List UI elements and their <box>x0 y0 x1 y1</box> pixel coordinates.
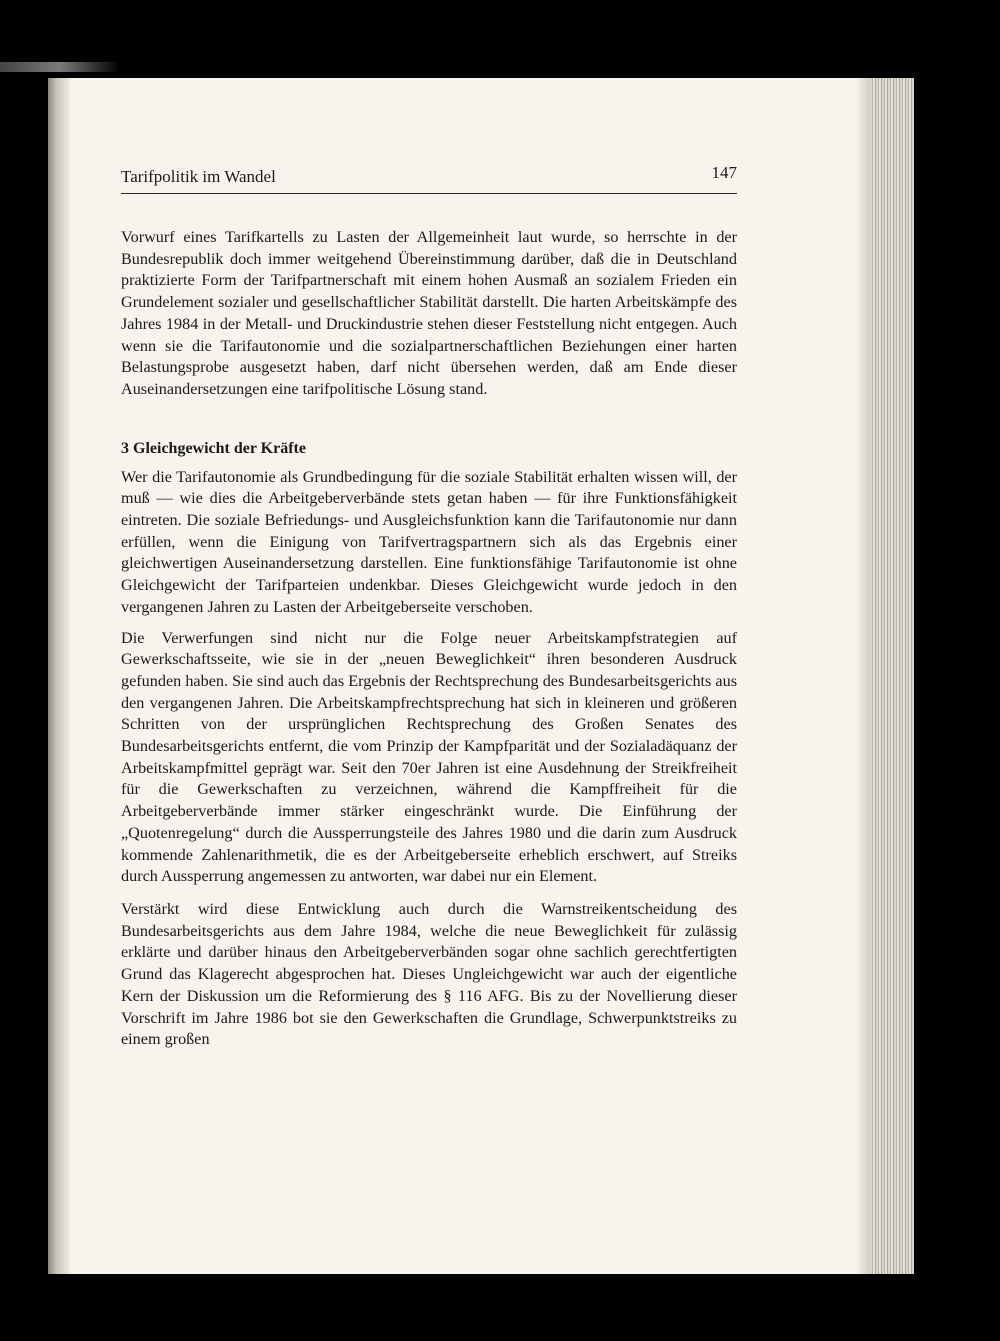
running-header-title: Tarifpolitik im Wandel <box>121 167 276 186</box>
header-rule <box>121 193 737 194</box>
section-heading: 3 Gleichgewicht der Kräfte <box>121 439 306 457</box>
page-gutter-shadow <box>48 78 70 1274</box>
paragraph: Verstärkt wird diese Entwicklung auch durch die Warnstreikentscheidung des Bundesarbeitsgerichts aus dem Jahre 1984, welche die neue Beweglichkeit für zulässig erklärte und darüber hinaus den Arbeitgeberverbänden sogar ohne sachlich gerechtfertigten Grund das Klagerecht abgesprochen hat. Dieses Ungleichgewicht war auch der eigentliche Kern der Diskussion um die Reformierung des § 116 AFG. Bis zu der Novellierung dieser Vorschrift im Jahre 1986 bot sie den Gewerkschaften die Grundlage, Schwerpunktstreiks zu einem großen <box>121 899 737 1049</box>
running-header <box>121 160 737 186</box>
paragraph: Vorwurf eines Tarifkartells zu Lasten der Allgemeinheit laut wurde, so herrschte in der Bundesrepublik doch immer weitgehend Übereinstimmung darüber, daß die in Deutschland praktizierte Form der Tarifpartnerschaft mit einem hohen Ausmaß an sozialem Frieden ein Grundelement sozialer und gesellschaftlicher Stabilität darstellt. Die harten Arbeitskämpfe des Jahres 1984 in der Metall- und Druckindustrie stehen dieser Feststellung nicht entgegen. Auch wenn sie die Tarifautonomie und die sozialpartnerschaftlichen Beziehungen einer harten Belastungsprobe ausgesetzt haben, darf nicht übersehen werden, daß am Ende dieser Auseinandersetzungen eine tarifpolitische Lösung stand. <box>121 228 737 398</box>
page-content <box>121 160 737 1051</box>
paragraph: Wer die Tarifautonomie als Grundbedingung für die soziale Stabilität erhalten wissen will, der muß — wie dies die Arbeitgeberverbände stets getan haben — für ihre Funktionsfähigkeit eintreten. Die soziale Befriedungs- und Ausgleichsfunktion kann die Tarifautonomie nur dann erfüllen, wenn die Einigung von Tarifvertragspartnern sich als das Ergebnis einer gleichwertigen Auseinandersetzung darstellen. Eine funktionsfähige Tarifautonomie ist ohne Gleichgewicht der Tarifparteien undenkbar. Dieses Gleichgewicht wurde jedoch in den vergangenen Jahren zu Lasten der Arbeitgeberseite verschoben. <box>121 467 737 616</box>
scan-artifact <box>0 62 120 72</box>
page-edge-stack <box>870 78 914 1274</box>
page-number: 147 <box>711 163 737 182</box>
paragraph: Die Verwerfungen sind nicht nur die Folge neuer Arbeitskampfstrategien auf Gewerkschaftsseite, wie sie in der „neuen Beweglichkeit“ ihren besonderen Ausdruck gefunden haben. Sie sind auch das Ergebnis der Rechtsprechung des Bundesarbeitsgerichts aus den vergangenen Jahren. Die Arbeitskampfrechtsprechung hat sich in kleineren und größeren Schritten von der ursprünglichen Rechtsprechung des Großen Senates des Bundesarbeitsgerichts entfernt, die vom Prinzip der Kampfparität und der Sozialadäquanz der Arbeitskampfmittel geprägt war. Seit den 70er Jahren ist eine Ausdehnung der Streikfreiheit für die Gewerkschaften zu verzeichnen, während die Kampffreiheit für die Arbeitgeberverbände immer stärker eingeschränkt wurde. Die Einführung der „Quotenregelung“ durch die Aussperrungsteile des Jahres 1980 und die darin zum Ausdruck kommende Zahlenarithmetik, die es der Arbeitgeberseite erheblich erschwert, auf Streiks durch Aussperrung angemessen zu antworten, war dabei nur ein Element. <box>121 628 737 886</box>
